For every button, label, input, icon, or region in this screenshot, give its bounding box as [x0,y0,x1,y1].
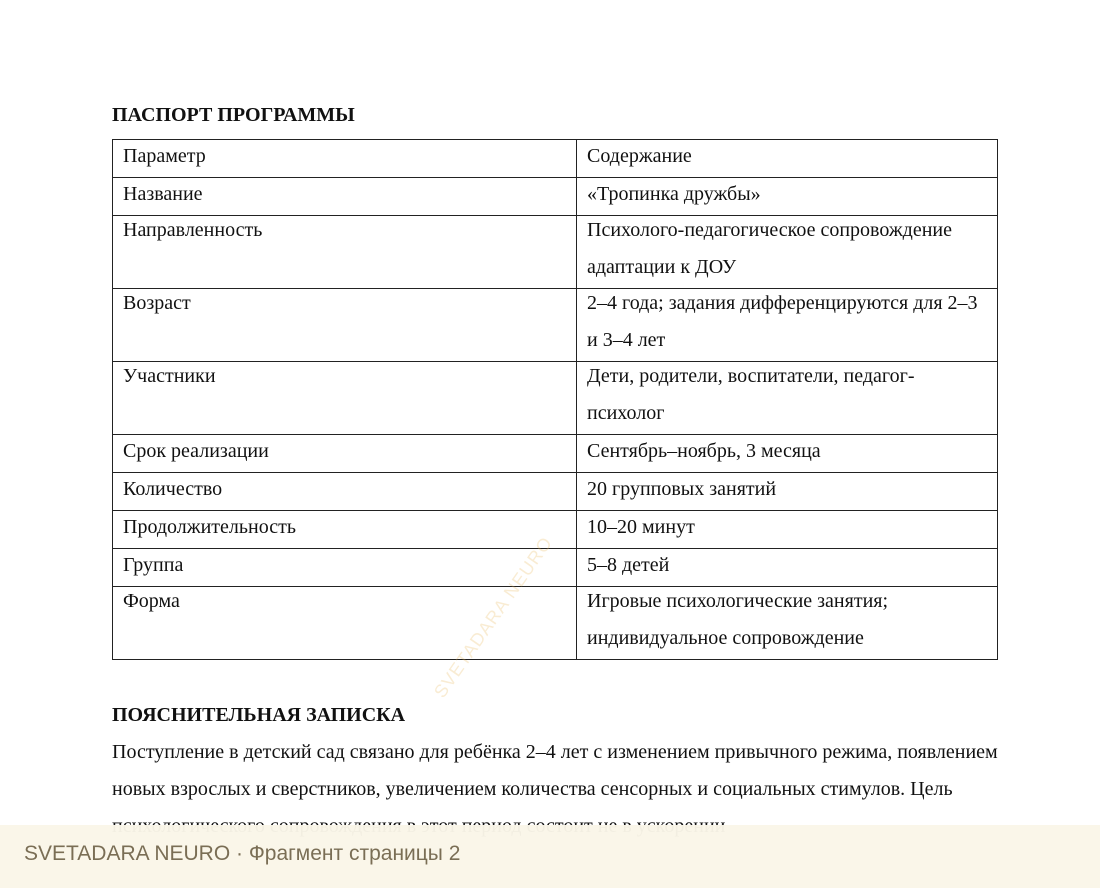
table-cell-value [577,587,998,660]
footer-label: SVETADARA NEURO · Фрагмент страницы 2 [24,842,461,865]
header-content-text: Содержание [587,145,692,167]
table-cell-value [577,473,998,511]
table-row [113,473,998,511]
row-name-value: «Тропинка дружбы» [587,183,761,205]
row-participants-label: Участники [123,365,216,387]
row-form-label: Форма [123,590,180,612]
row-form-value: Игровые психологические занятия; индивидуальное сопровождение [587,590,889,649]
row-term-label: Срок реализации [123,440,269,462]
table-cell-value [577,178,998,216]
passport-heading: ПАСПОРТ ПРОГРАММЫ [112,104,355,126]
table-cell-value [577,362,998,435]
row-group-value: 5–8 детей [587,554,670,576]
table-cell-parameter [113,435,577,473]
table-row [113,178,998,216]
header-cell-parameter [113,140,577,178]
row-direction-value: Психолого-педагогическое сопровождение адаптации к ДОУ [587,219,952,278]
table-cell-parameter [113,216,577,289]
table-row [113,362,998,435]
table-cell-parameter [113,178,577,216]
table-cell-value [577,289,998,362]
table-cell-parameter [113,362,577,435]
table-row [113,289,998,362]
table-row [113,216,998,289]
table-cell-value [577,549,998,587]
table-cell-parameter [113,473,577,511]
row-duration-label: Продолжительность [123,516,296,538]
footer-bar [0,825,1100,888]
table-cell-parameter [113,289,577,362]
explanatory-note-heading: ПОЯСНИТЕЛЬНАЯ ЗАПИСКА [112,704,406,726]
table-header-row [113,140,998,178]
table-cell-value [577,435,998,473]
watermark: SVETADARA NEURO [430,532,557,702]
explanatory-note-paragraph: Поступление в детский сад связано для ребёнка 2–4 лет с изменением привычного режима, появлением новых взрослых и сверстников, увеличением количества сенсорных и социальных стимулов. Цель [112,741,998,800]
table-row [113,435,998,473]
table-row [113,549,998,587]
row-count-label: Количество [123,478,223,500]
table-cell-parameter [113,511,577,549]
header-cell-content [577,140,998,178]
row-age-value: 2–4 года; задания дифференцируются для 2–3 и 3–4 лет [587,292,978,351]
header-parameter-text: Параметр [123,145,206,167]
row-direction-label: Направленность [123,219,263,241]
table-cell-value [577,511,998,549]
row-duration-value: 10–20 минут [587,516,695,538]
row-name-label: Название [123,183,203,205]
row-age-label: Возраст [123,292,191,314]
row-term-value: Сентябрь–ноябрь, 3 месяца [587,440,821,462]
row-participants-value: Дети, родители, воспитатели, педагог-психолог [587,365,915,424]
row-group-label: Группа [123,554,184,576]
passport-table [112,139,998,660]
row-count-value: 20 групповых занятий [587,478,777,500]
table-row [113,587,998,660]
table-cell-value [577,216,998,289]
